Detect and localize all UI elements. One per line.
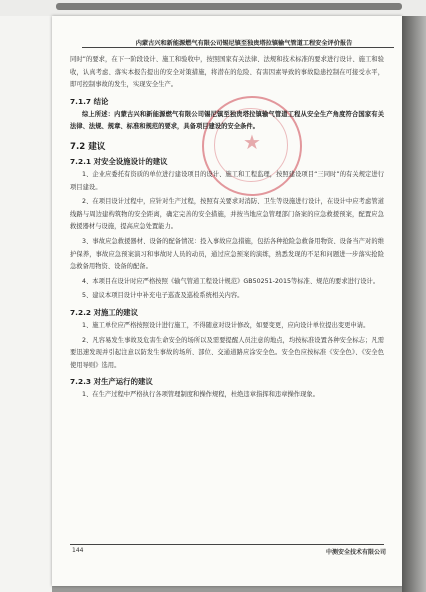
backdrop — [0, 0, 426, 16]
footer-organization: 中测安全技术有限公司 — [325, 549, 386, 556]
paragraph: 2、凡容易发生事故及危害生命安全的场所以及需要提醒人员注意的地点，均按标准设置各种安全标志；凡需要迅速发现并引起注意以防发生事故的场所、部位、交通道路应涂安全色。安全色应按标准《安全色》、《安全色使用导则》选用。 — [70, 336, 384, 369]
heading-construction: 7.2.2 对施工的建议 — [70, 307, 138, 317]
seal-star-icon: ★ — [243, 130, 261, 154]
paragraph: 1、施工单位应严格按照设计进行施工，不得随意对设计修改，如要变更，应向设计单位提出变更申请。 — [82, 321, 370, 329]
binding-rod — [56, 3, 402, 10]
paragraph: 4、本项目在设计时应严格按照《输气管道工程设计规范》GB50251-2015等标准、规范的要求进行设计。 — [82, 277, 380, 285]
footer-rule — [70, 544, 384, 545]
document-page — [52, 16, 402, 586]
heading-conclusion: 7.1.7 结论 — [70, 96, 109, 106]
heading-operation: 7.2.3 对生产运行的建议 — [70, 377, 153, 387]
heading-suggestions: 7.2 建议 — [70, 141, 106, 152]
paragraph: 5、建议本项目设计中补充电子巡查及巡检系统相关内容。 — [82, 292, 244, 300]
paragraph-conclusion: 综上所述：内蒙古兴和新能源燃气有限公司锡尼镇至独贵塔拉镇输气管道工程从安全生产角度符合国家有关法律、法规、规章、标准和规范的要求，具备项目建设的安全条件。 — [70, 110, 384, 131]
page-header: 内蒙古兴和新能源燃气有限公司锡尼镇至独贵塔拉镇输气管道工程安全评价报告 — [135, 40, 353, 47]
header-rule — [82, 47, 394, 48]
paragraph: 2、在项目设计过程中，应针对生产过程，按照有关要求对消防、卫生等设施进行设计，在设计中应考虑管道线路与周边建构筑物的安全距离，确定完善的安全措施，并按当地应急管理部门备案的应急救援预案，配置应急救援器材与设施，提高应急处置能力。 — [70, 198, 384, 231]
paragraph: 1、企业应委托有资质的单位进行建设项目的设计、施工和工程监理，按照建设项目“三同时”的有关规定进行项目建设。 — [70, 170, 384, 191]
book-binding-edge — [402, 16, 426, 592]
paragraph: 3、事故应急救援器材、设备的配备情况：投入事故应急措施，包括各种抢险急救备用物资、设备当产对的维护保养，事故应急预案演习和事故时人员的动员，通过应急预案的演练，熟悉发现的不足和问题进一步落实抢险急救备用物资、设备的配备。 — [70, 237, 384, 271]
backdrop-left — [0, 16, 52, 592]
page-number: 144 — [72, 547, 84, 554]
page-content — [70, 54, 384, 404]
paragraph: 同时”的要求，在下一阶段设计、施工和验收中，按照国家有关法律、法规和技术标准的要求进行设计、施工和验收，认真考虑、落实本报告提出的安全对策措施，将潜在的危险、有害因素导致的事故隐患控制在可接受水平，即可控制事故的发生，实现安全生产。 — [70, 56, 384, 89]
paragraph: 1、在生产过程中严格执行各项管理制度和操作规程，杜绝违章指挥和违章操作现象。 — [82, 391, 319, 399]
heading-design: 7.2.1 对安全设施设计的建议 — [70, 156, 168, 166]
